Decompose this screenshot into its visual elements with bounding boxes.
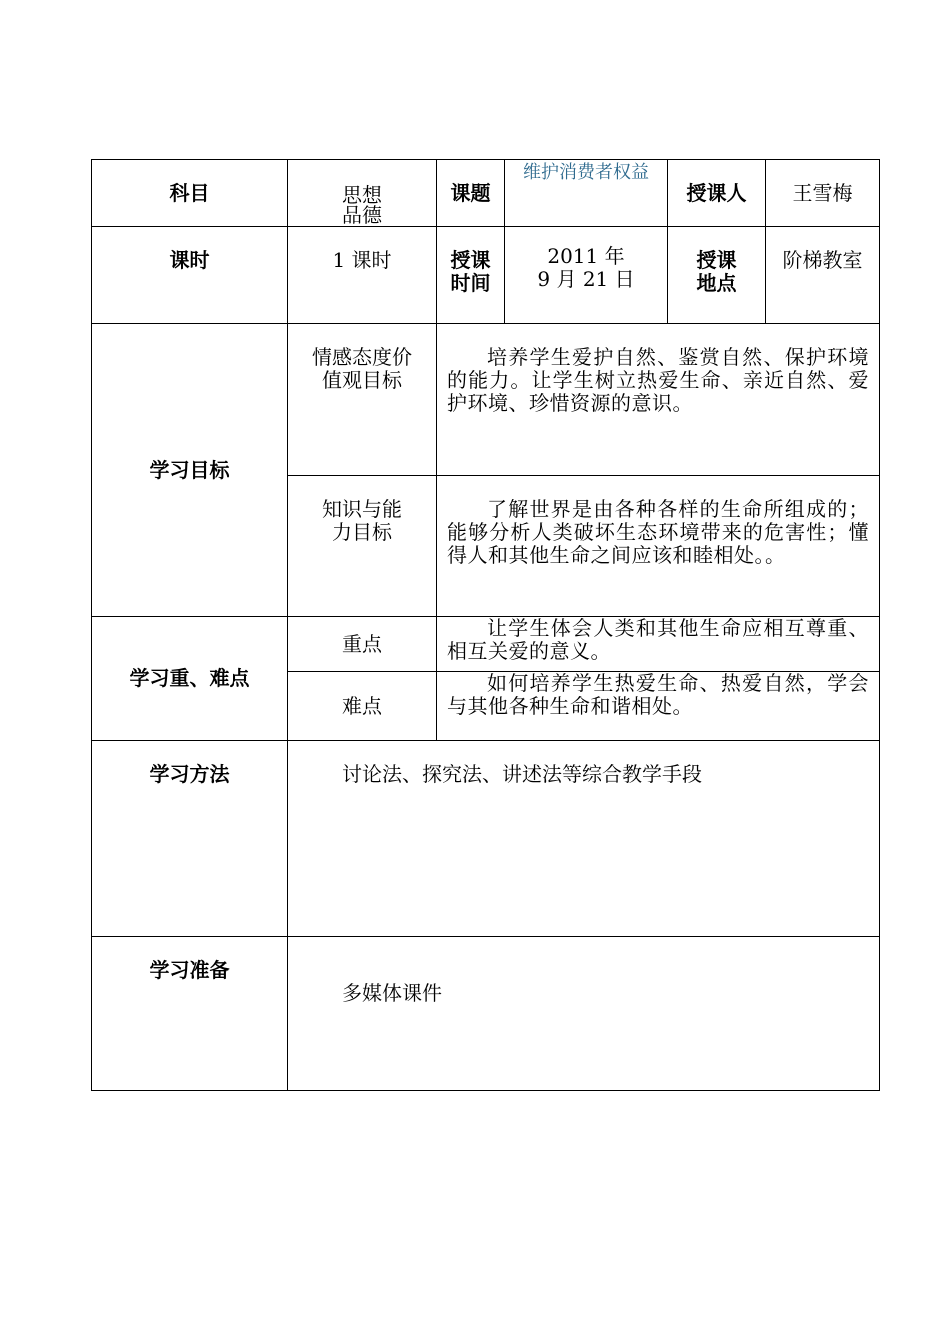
key-text-cell [437,617,880,672]
topic-value-text: 维护消费者权益 [523,162,649,183]
affective-label-line1: 情感态度价 [312,345,412,369]
knowledge-label-line1: 知识与能 [322,497,402,521]
method-label-text: 学习方法 [149,762,230,786]
place-label-line2: 地点 [696,271,737,295]
affective-label-line2: 值观目标 [322,368,402,392]
method-text: 讨论法、探究法、讲述法等综合教学手段 [342,762,702,786]
objective-affective-row [92,324,880,476]
difficult-text: 如何培养学生热爱生命、热爱自然，学会与其他各种生命和谐相处。 [447,671,869,718]
key-label: 重点 [288,617,437,672]
hours-label [92,227,288,324]
preparation-label [92,937,288,1091]
method-label [92,741,288,937]
affective-text: 培养学生爱护自然、鉴赏自然、保护环境的能力。让学生树立热爱生命、亲近自然、爱护环境、珍惜资源的意识。 [447,345,869,415]
preparation-text-cell [288,937,880,1091]
time-value-line1: 2011 年 [547,244,625,268]
preparation-label-text: 学习准备 [149,958,230,982]
topic-label: 课题 [437,160,505,227]
teacher-value: 王雪梅 [766,160,880,227]
method-row [92,741,880,937]
subject-label: 科目 [92,160,288,227]
time-value [505,227,668,324]
objectives-label: 学习目标 [92,324,288,617]
knowledge-text-cell [437,476,880,617]
hours-value [288,227,437,324]
subject-value-line1: 思想 [342,183,382,207]
difficult-label: 难点 [288,672,437,741]
topic-value [505,160,668,227]
time-label [437,227,505,324]
place-value [766,227,880,324]
place-value-text: 阶梯教室 [782,248,863,272]
focus-label: 学习重、难点 [92,617,288,741]
teacher-label: 授课人 [668,160,766,227]
header-row [92,160,880,227]
schedule-row [92,227,880,324]
knowledge-label [288,476,437,617]
knowledge-label-line2: 力目标 [332,520,392,544]
method-text-cell [288,741,880,937]
key-text: 让学生体会人类和其他生命应相互尊重、相互关爱的意义。 [447,616,869,663]
difficult-text-cell [437,672,880,741]
focus-key-row [92,617,880,672]
time-label-line2: 时间 [450,271,491,295]
time-label-line1: 授课 [450,248,491,272]
preparation-row [92,937,880,1091]
preparation-text: 多媒体课件 [342,981,442,1005]
subject-value-line2: 品德 [342,203,382,227]
place-label-line1: 授课 [696,248,737,272]
subject-value [288,160,437,227]
affective-text-cell [437,324,880,476]
affective-label [288,324,437,476]
hours-label-text: 课时 [169,248,210,272]
knowledge-text: 了解世界是由各种各样的生命所组成的；能够分析人类破坏生态环境带来的危害性；懂得人和其他生命之间应该和睦相处。。 [447,497,869,567]
time-value-line2: 9 月 21 日 [537,267,635,291]
hours-value-text: 1 课时 [332,248,392,272]
place-label [668,227,766,324]
lesson-plan-table [91,159,880,1091]
